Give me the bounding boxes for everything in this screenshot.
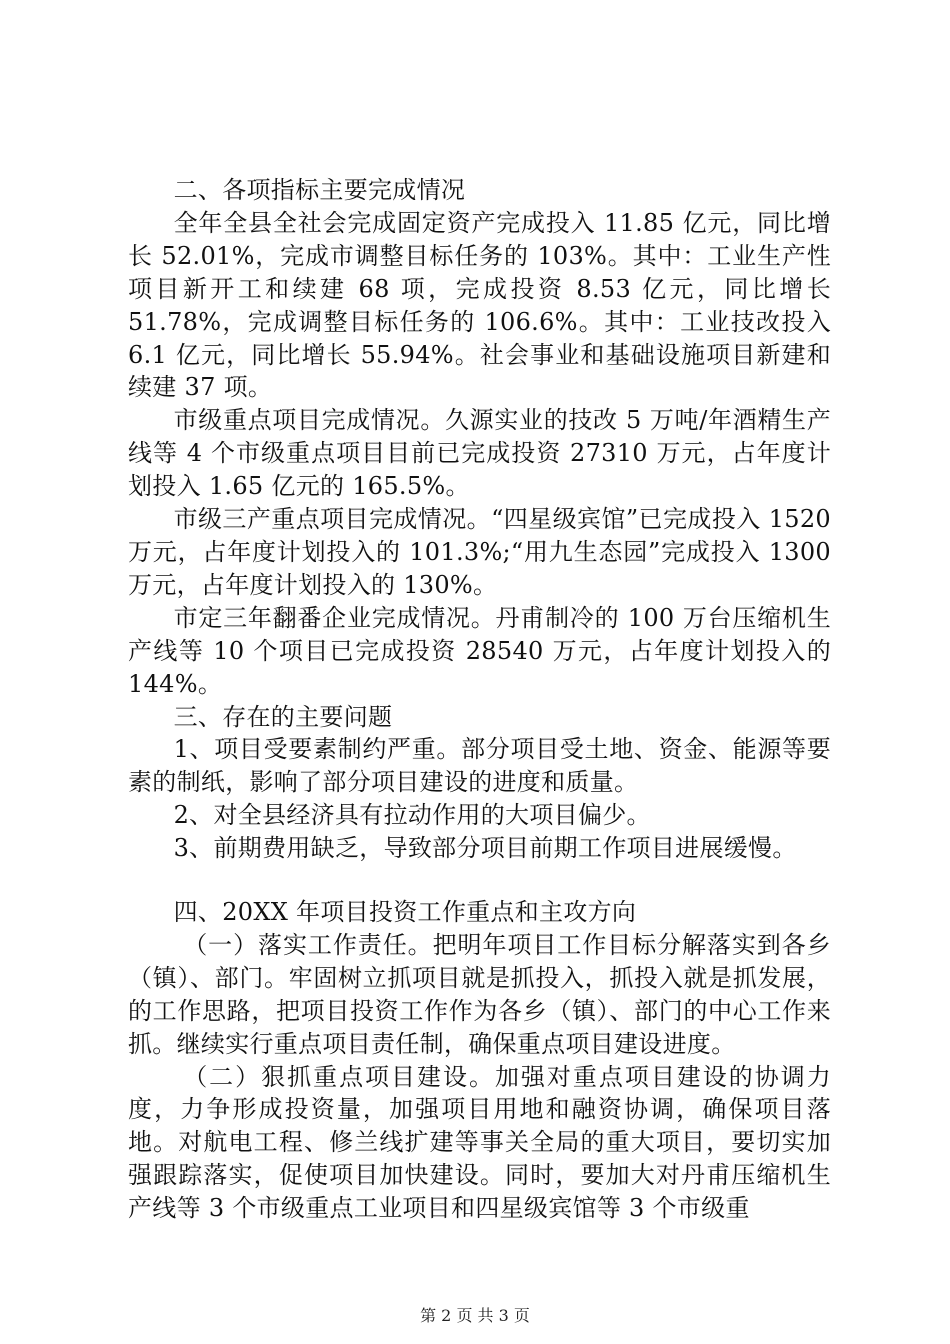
document-body [128,174,831,1225]
list-item: 1、项目受要素制约严重。部分项目受土地、资金、能源等要素的制纸，影响了部分项目建设的进度和质量。 [128,735,831,797]
section-heading: 二、各项指标主要完成情况 [173,176,466,204]
paragraph: （二）狠抓重点项目建设。加强对重点项目建设的协调力度，力争形成投资量，加强项目用地和融资协调，确保项目落地。对航电工程、修兰线扩建等事关全局的重大项目，要切实加强跟踪落实，促使项目加快建设。同时，要加大对丹甫压缩机生产线等 3 个市级重点工业项目和四星级宾馆等 3 个市级重 [128,1062,831,1223]
paragraph: 市级三产重点项目完成情况。“四星级宾馆”已完成投入 1520 万元，占年度计划投入的 101.3%;“用九生态园”完成投入 1300 万元，占年度计划投入的 130%。 [128,505,831,599]
spacer [128,865,831,896]
section-heading: 三、存在的主要问题 [173,702,393,731]
list-item: 3、前期费用缺乏，导致部分项目前期工作项目进展缓慢。 [173,834,797,863]
list-item: 2、对全县经济具有拉动作用的大项目偏少。 [173,801,651,830]
paragraph: （一）落实工作责任。把明年项目工作目标分解落实到各乡（镇）、部门。牢固树立抓项目就是抓投入，抓投入就是抓发展，的工作思路，把项目投资工作作为各乡（镇）、部门的中心工作来抓。继续实行重点项目责任制，确保重点项目建设进度。 [128,930,831,1058]
paragraph: 全年全县全社会完成固定资产完成投入 11.85 亿元，同比增长 52.01%，完成市调整目标任务的 103%。其中：工业生产性项目新开工和续建 68 项，完成投资 8.53 亿元，同比增长 51.78%，完成调整目标任务的 106.6%。其中：工业技改投入 6.1 亿元，同比增长 55.94%。社会事业和基础设施项目新建和续建 37 项。 [128,208,831,402]
paragraph: 市定三年翻番企业完成情况。丹甫制冷的 100 万台压缩机生产线等 10 个项目已完成投资 28540 万元，占年度计划投入的 144%。 [128,603,831,698]
section-heading: 四、20XX 年项目投资工作重点和主攻方向 [173,898,637,927]
page-footer: 第 2 页 共 3 页 [420,1306,530,1325]
paragraph: 市级重点项目完成情况。久源实业的技改 5 万吨/年酒精生产线等 4 个市级重点项目目前已完成投资 27310 万元，占年度计划投入 1.65 亿元的 165.5%。 [128,406,831,501]
